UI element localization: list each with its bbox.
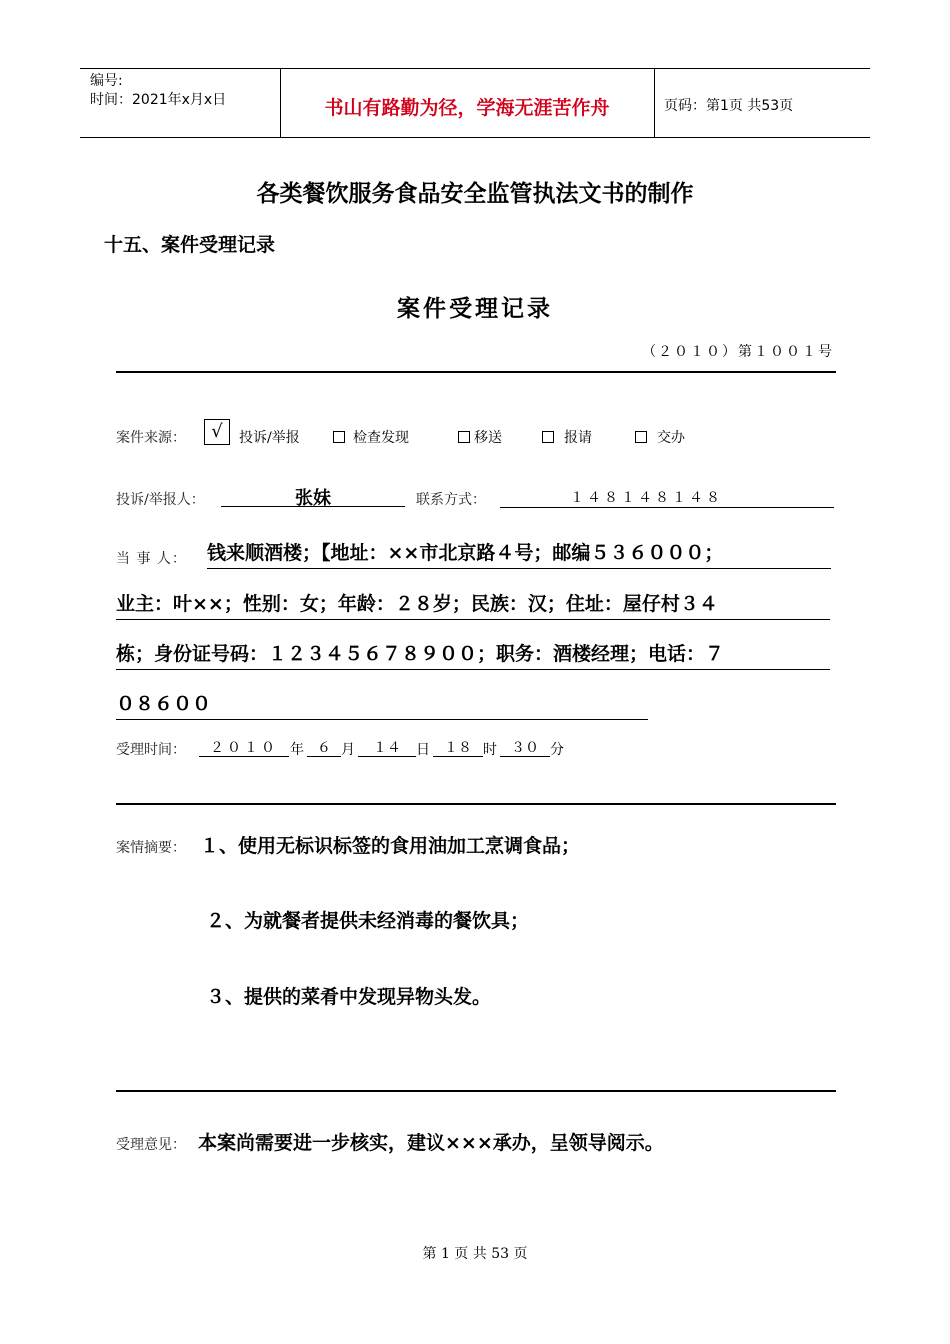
contact-field[interactable]	[500, 487, 834, 508]
divider	[116, 1090, 836, 1092]
summary-item-3: ３、提供的菜肴中发现异物头发。	[206, 986, 492, 1008]
checkmark-box[interactable]	[204, 419, 230, 445]
complainant-field[interactable]	[221, 484, 405, 507]
accept-month[interactable]: ６	[307, 737, 341, 757]
summary-item-1: １、使用无标识标签的食用油加工烹调食品；	[200, 835, 581, 857]
divider	[116, 371, 836, 373]
party-line-1: 钱来顺酒楼；【地址：××市北京路４号；邮编５３６０００；	[207, 538, 831, 569]
header-page-info: 页码：第1页 共53页	[664, 98, 794, 114]
complainant-label: 投诉/举报人：	[116, 492, 205, 508]
source-option-inspection[interactable]: 检查发现	[333, 427, 409, 447]
accept-year[interactable]: ２０１０	[199, 737, 289, 757]
minute-unit: 分	[550, 742, 564, 758]
source-option-assign[interactable]: 交办	[635, 427, 685, 447]
number-label: 编号:	[90, 73, 123, 89]
hour-unit: 时	[483, 742, 497, 758]
contact-value: １４８１４８１４８	[570, 490, 723, 506]
summary-item-2: ２、为就餐者提供未经消毒的餐饮具；	[206, 910, 530, 932]
checkbox-icon	[333, 431, 345, 443]
document-title: 各类餐饮服务食品安全监管执法文书的制作	[256, 181, 694, 207]
opinion-label: 受理意见：	[116, 1137, 186, 1153]
day-unit: 日	[416, 742, 430, 758]
header-meta	[90, 72, 226, 110]
motto: 书山有路勤为径，学海无涯苦作舟	[324, 97, 610, 119]
source-option-complaint[interactable]: 投诉/举报	[239, 430, 300, 446]
accept-day[interactable]: １４	[358, 737, 416, 757]
checkbox-icon	[458, 431, 470, 443]
complainant-value: 张妹	[295, 488, 331, 509]
party-line-4: ０８６００	[116, 689, 648, 720]
accept-time-label: 受理时间：	[116, 742, 186, 758]
section-title: 十五、案件受理记录	[104, 234, 276, 256]
party-line-2: 业主：叶××；性别：女；年龄：２８岁；民族：汉；住址：屋仔村３４	[116, 589, 830, 620]
month-unit: 月	[341, 742, 355, 758]
year-unit: 年	[290, 742, 304, 758]
opinion-value: 本案尚需要进一步核实，建议×××承办，呈领导阅示。	[198, 1132, 664, 1154]
checkbox-icon	[635, 431, 647, 443]
checkbox-icon	[542, 431, 554, 443]
header-table	[80, 68, 870, 138]
contact-label: 联系方式：	[416, 492, 486, 508]
case-number: （２０１０）第１００１号	[642, 344, 834, 360]
divider	[116, 803, 836, 805]
check-icon: √	[211, 421, 223, 442]
footer-page-number: 第 1 页 共 53 页	[422, 1246, 528, 1262]
summary-label: 案情摘要：	[116, 840, 186, 856]
source-option-report[interactable]: 报请	[542, 427, 592, 447]
accept-hour[interactable]: １８	[433, 737, 483, 757]
source-label: 案件来源：	[116, 430, 186, 446]
time-label: 时间：2021年x月x日	[90, 92, 227, 108]
party-label: 当 事 人：	[116, 551, 187, 567]
source-option-transfer[interactable]: 移送	[458, 427, 502, 447]
form-title: 案件受理记录	[397, 296, 553, 322]
party-line-3: 栋；身份证号码：１２３４５６７８９００；职务：酒楼经理；电话：７	[116, 639, 830, 670]
accept-minute[interactable]: ３０	[500, 737, 550, 757]
header-divider	[654, 69, 655, 137]
